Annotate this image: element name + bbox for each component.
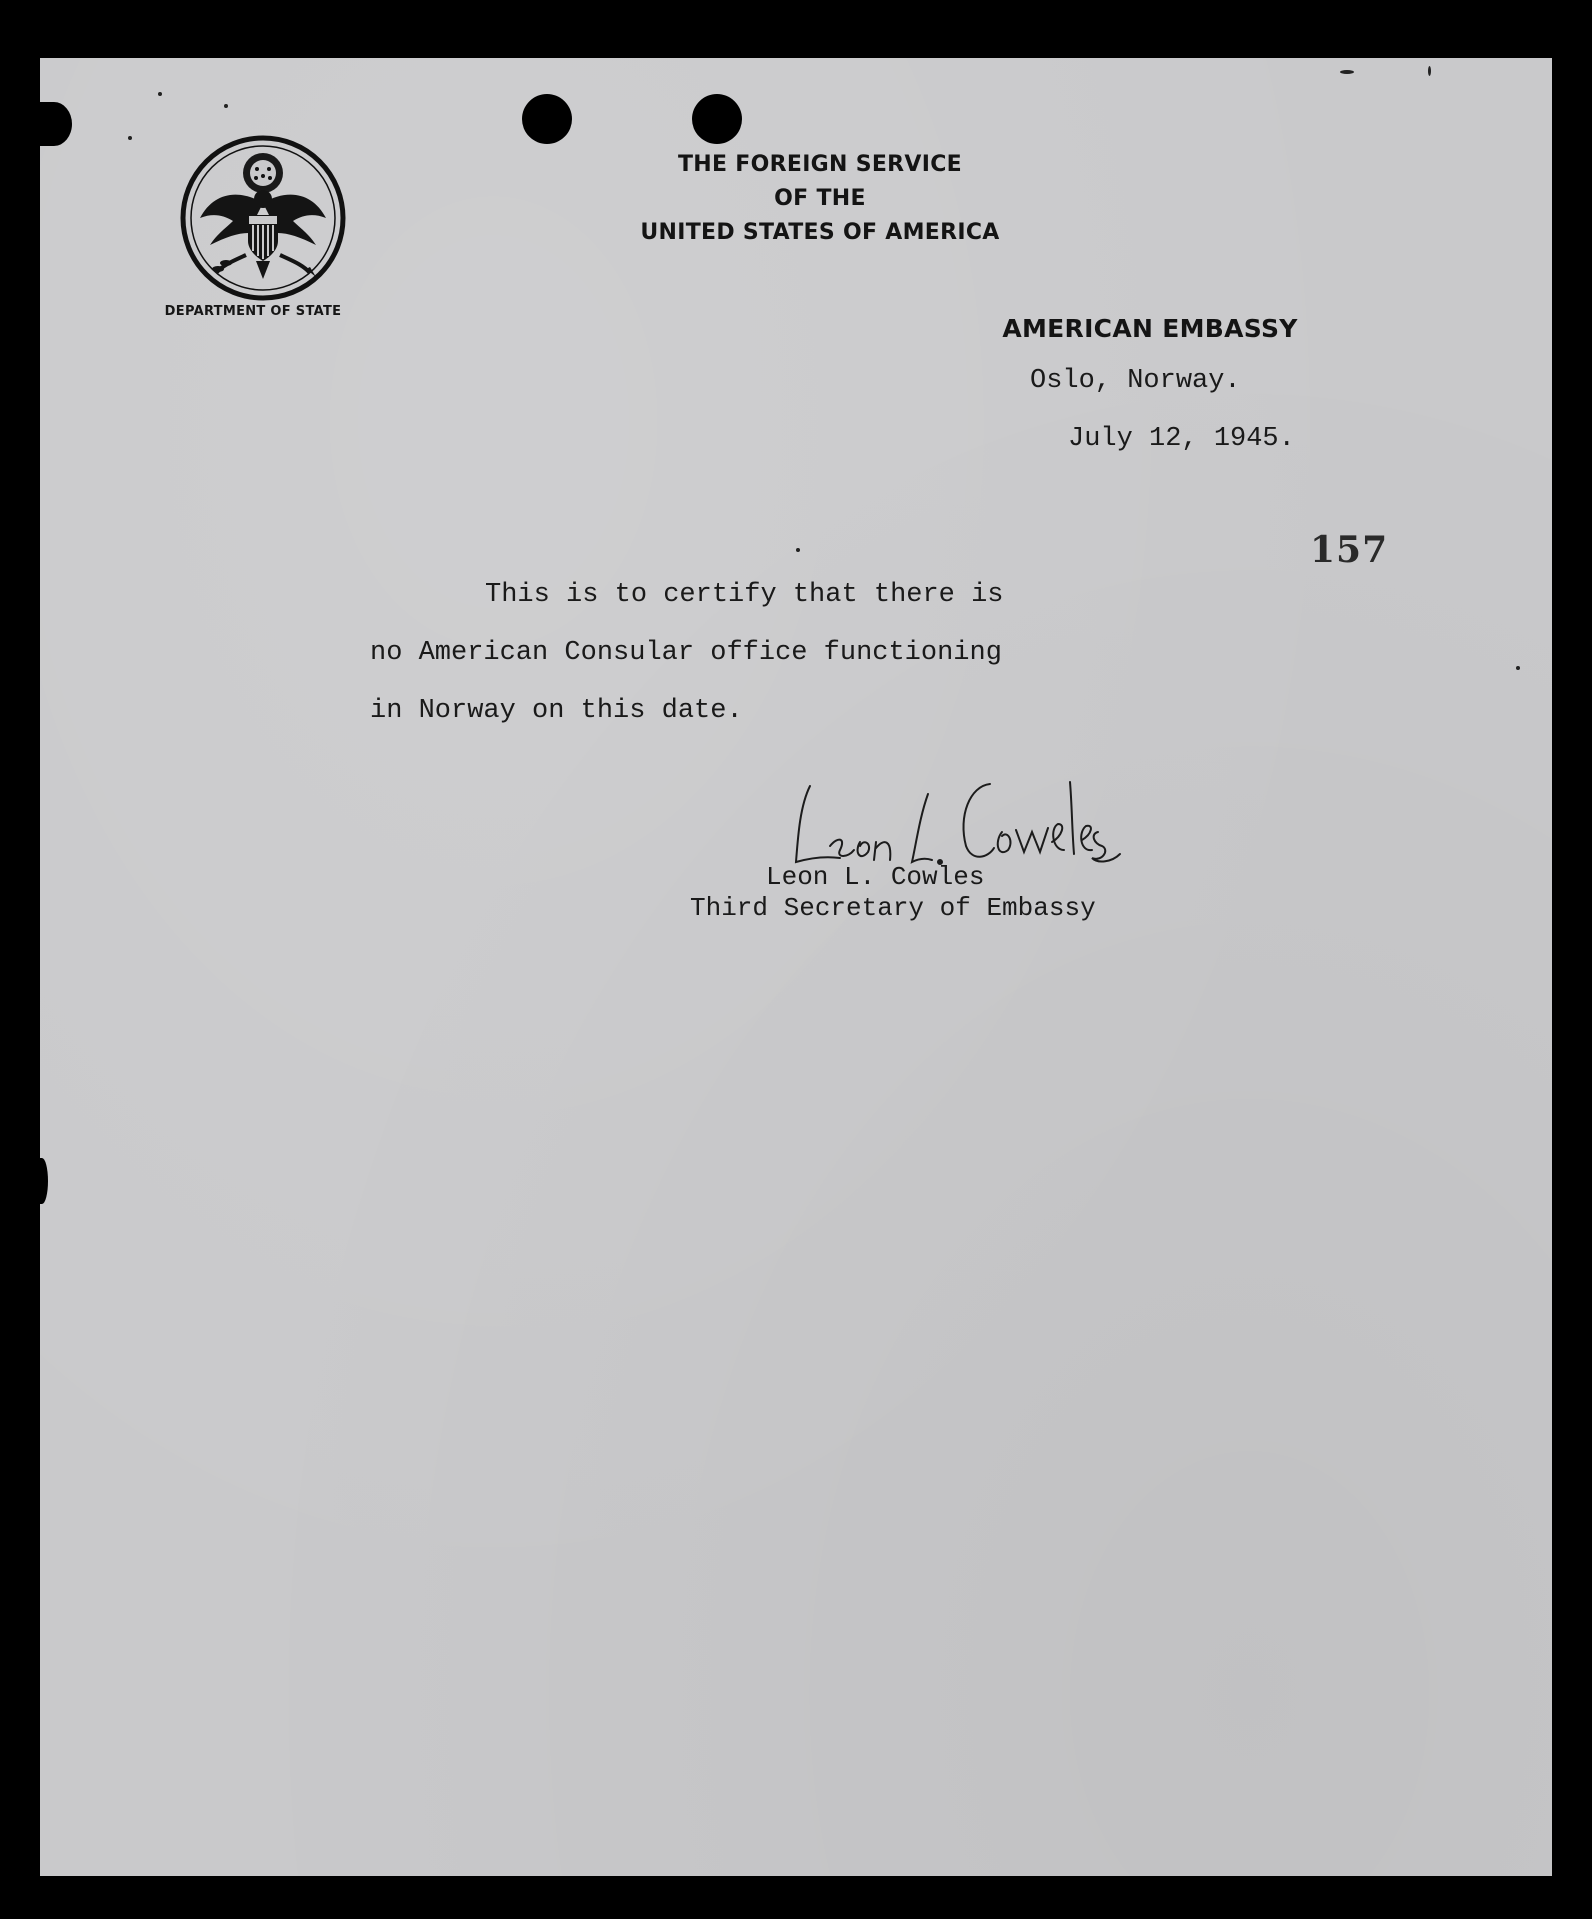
paper-speck [1428,66,1431,76]
body-line: no American Consular office functioning [370,638,1002,668]
signer-block [690,862,1096,924]
paper-speck [224,104,228,108]
letter-date: July 12, 1945. [1068,424,1295,454]
letterhead-line: THE FOREIGN SERVICE [677,152,963,177]
document-number: 157 [1310,529,1389,571]
body-line: This is to certify that there is [485,580,1004,610]
paper-speck [796,548,800,552]
body-line: in Norway on this date. [370,696,743,726]
paper-speck [1516,666,1520,670]
seal-icon [178,133,348,303]
paper-speck [1340,70,1354,74]
punch-hole [522,94,572,144]
seal-caption: DEPARTMENT OF STATE [164,304,342,319]
letterhead-line: UNITED STATES OF AMERICA [640,220,1000,245]
punch-hole [692,94,742,144]
signer-name: Leon L. Cowles [766,862,985,892]
sender-place: Oslo, Norway. [1030,366,1241,396]
letterhead [560,148,1080,250]
great-seal-eagle-icon [178,133,348,303]
paper-speck [128,136,132,140]
embassy-name: AMERICAN EMBASSY [1002,314,1298,343]
certificate-body [370,566,1003,740]
handwritten-signature [780,766,1140,876]
signature-icon [780,766,1140,876]
letter-page [40,58,1552,1876]
letterhead-line: OF THE [774,186,866,211]
paper-speck [158,92,162,96]
edge-notch [36,1158,48,1204]
signer-title: Third Secretary of Embassy [690,893,1096,923]
edge-notch [36,102,72,146]
